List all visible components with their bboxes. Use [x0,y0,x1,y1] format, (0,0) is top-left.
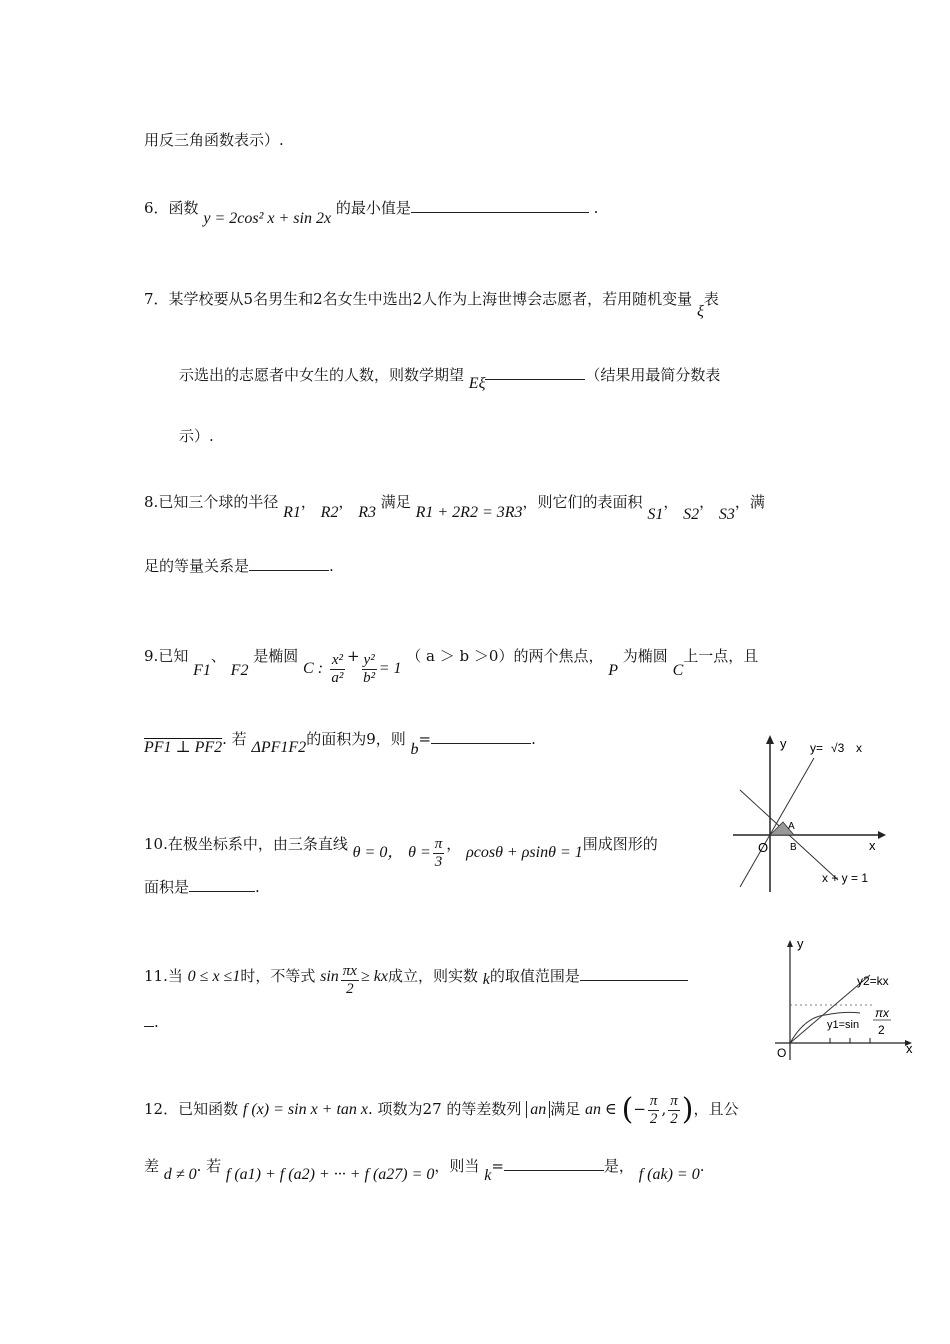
q12-eq: = [491,1157,504,1175]
q12-minus: − [633,1100,646,1118]
graph1-sqrt3: √3 [831,741,845,755]
q7-line2 [179,366,721,392]
q12-line1 [144,1093,738,1127]
q9-y2: y² [363,652,375,668]
q12-fak: f (ak) = 0 [638,1166,700,1183]
q9-a2: a² [331,669,344,686]
q8-r2: R2 [320,504,339,521]
q8-text2: 足的等量关系是 [144,557,250,575]
q10-pi-third [433,836,445,870]
graph1-line-top-x: x [856,741,862,755]
q8-line2 [144,558,334,574]
graph1-y-arrow [766,735,774,744]
q12-pi-a: π [649,1093,658,1109]
q8-number: 8. [144,493,159,511]
graph1-origin: O [758,840,769,855]
graph2-line-label: y2=kx [857,974,889,988]
q9-x2: x² [331,652,343,668]
q9-answer-blank[interactable] [431,731,531,744]
q12-an-in: an ∈ [585,1101,617,1118]
q12-k: k [484,1167,492,1184]
q9-p: P [608,662,619,679]
q9-mid2: 为椭圆 [622,647,668,665]
q9-eq1: = 1 [378,660,402,677]
graph1-line-top-label: y= [810,741,824,755]
q8-r3: R3 [358,504,377,521]
q10-theta-eq: θ = [408,844,431,861]
graph1-line-bottom-label: x + y = 1 [822,871,869,885]
q11-tail2: 的取值范围是 [489,967,580,985]
q9-lead: 已知 [158,647,189,665]
q9-area: 的面积为9，则 [306,730,406,748]
q6-end: . [593,199,599,217]
q11-sin: sin [320,968,339,985]
q8-lead: 已知三个球的半径 [158,493,279,511]
q6-formula: y = 2cos² x + sin 2x [203,210,332,227]
q11-answer-blank[interactable] [580,968,688,981]
q11-answer-blank-2[interactable] [144,1014,154,1027]
q11-two: 2 [346,980,354,997]
q12-comma: , [661,1100,667,1118]
graph1-line-sqrt3x [740,758,814,887]
graph2-pix: πx [875,1006,890,1020]
q6-tail: 的最小值是 [335,199,411,217]
q12-text2: 差 [144,1157,160,1175]
q11-pix-frac [341,963,359,997]
q6-lead: 函数 [168,199,199,217]
graph2-two: 2 [878,1023,885,1037]
graph1-y-label: y [780,736,787,751]
q7-text1-end: 表 [703,290,719,308]
q10-line2 [144,879,260,895]
q12-number: 12． [144,1100,179,1118]
q11-range: 0 ≤ x ≤1 [187,968,241,985]
graph1-point-b: B [790,842,797,853]
q12-if: . 若 [196,1157,222,1175]
q8-s1: S1 [647,506,664,523]
q7-line1 [144,290,719,320]
q9-c: C [672,662,684,679]
q10-polar-line: ρcosθ + ρsinθ = 1 [466,844,583,861]
graph2-curve-label: y1=sin [827,1019,860,1031]
q12-line2 [144,1157,705,1184]
q12-two-b: 2 [670,1110,678,1127]
q8-line1: 8.已知三个球的半径 R1， R2， R3 满足 R1 + 2R2 = 3R3，则它们的表面积 S1， S2， S3，满 [144,493,765,523]
q9-b2: b² [363,669,376,686]
q12-is: 是， [603,1157,634,1175]
q12-two-a: 2 [649,1110,658,1127]
q6-number: 6． [144,199,169,217]
q9-end1: 上一点，且 [683,647,759,665]
q8-s3: S3 [718,506,735,523]
q9-if: . 若 [222,730,247,748]
q8-mid2: ，则它们的表面积 [522,493,643,511]
q10-graph [728,730,888,895]
q10-line1: 10.在极坐标系中，由三条直线 θ = 0， θ = $\frac{\pi}{3}$ ， ρcosθ + ρsinθ = 1围成图形的 [144,835,658,870]
q6-answer-blank[interactable] [411,200,589,213]
q10-answer-blank[interactable] [189,879,255,892]
q8-mid: 满足 [380,493,411,511]
q11-line2 [144,1014,159,1030]
q9-line2 [144,730,536,758]
q12-then: ，则当 [434,1157,480,1175]
q12-end1: ，且公 [693,1100,739,1118]
q12-pi-b: π [670,1093,678,1109]
q12-answer-blank[interactable] [504,1158,604,1171]
q10-theta0: θ = 0， [352,844,404,861]
q10-end: . [255,878,260,896]
graph2-y-arrow [787,940,793,947]
q12-d: d ≠ 0 [163,1166,197,1183]
q10-number: 10. [144,835,168,853]
q11-line1 [144,960,688,997]
q10-three: 3 [434,853,443,870]
q12-sequence: an [526,1101,550,1118]
q12-neg-pi-half [648,1093,660,1127]
q7-line3: 示）. [179,427,214,445]
q9-perp: PF1 ⊥ PF2 [144,739,223,756]
q9-frac-x [330,652,345,686]
q8-s2: S2 [683,506,700,523]
q7-xi: ξ [696,303,704,320]
q7-text2-end: （结果用最简分数表 [585,366,721,384]
q12-sum: f (a1) + f (a2) + ··· + f (a27) = 0 [225,1166,435,1183]
q9-f2: F2 [230,662,249,679]
q12-mid2: 满足 [550,1100,581,1118]
q7-expectation: Eξ [468,375,486,392]
q10-tail: 围成图形的 [582,835,658,853]
q9-triangle: ΔPF1F2 [251,739,307,756]
graph2-origin: O [777,1046,787,1060]
q11-pix: πx [342,963,357,979]
q10-text2: 面积是 [144,878,190,896]
q11-graph [765,935,920,1065]
q9-line1: 9.已知 F1、 F2 是椭圆 C : $\frac{\text{x²}}{\text{a²}}$ + $\frac{\text{y²}}{\text{b²}}$ = 1 （ a ＞ b ＞0）的两个焦点， P 为椭圆 C上一点，且 [144,647,759,686]
q9-end2: . [531,730,536,748]
q12-right-paren: ) [681,1092,694,1127]
q12-mid: . 项数为27 的等差数列 [368,1100,522,1118]
graph1-point-a: A [788,821,795,832]
q11-number: 11. [144,967,168,985]
q11-ge: ≥ kx [360,968,388,985]
q9-mid: 是椭圆 [253,647,299,665]
q6 [144,199,599,227]
q8-answer-blank[interactable] [249,558,329,571]
graph1-x-arrow [878,831,886,839]
graph2-y-label: y [797,936,804,951]
graph1-x-label: x [869,838,876,853]
q9-b: b [410,741,419,758]
q12-function: f (x) = sin x + tan x [242,1101,369,1118]
q10-lead: 在极坐标系中，由三条直线 [167,835,348,853]
q8-end1: ，满 [734,493,765,511]
q7-answer-blank[interactable] [485,367,585,380]
q9-number: 9. [144,647,159,665]
q9-f1: F1 [193,662,211,679]
q10-pi: π [434,836,443,852]
graph2-x-label: x [906,1041,913,1056]
q11-mid: 时，不等式 [240,967,316,985]
q8-r1: R1 [283,504,301,521]
q5-tail: 用反三角函数表示）. [144,131,284,149]
q11-end: . [154,1013,159,1031]
q7-text2: 示选出的志愿者中女生的人数，则数学期望 [179,366,465,384]
q9-frac-y [362,652,377,686]
q11-tail: 成立，则实数 [387,967,478,985]
q8-equation: R1 + 2R2 = 3R3 [415,504,523,521]
q12-pi-half [668,1093,680,1127]
q8-end2: . [329,557,334,575]
q7-text1: 某学校要从5名男生和2名女生中选出2人作为上海世博会志愿者，若用随机变量 [168,290,693,308]
q11-lead: 当 [167,967,183,985]
q7-number: 7． [144,290,169,308]
q12-left-paren: ( [621,1092,634,1127]
q11-k: k [482,971,490,988]
q9-eq: = [418,730,432,748]
q12-end: . [699,1157,705,1175]
q12-lead: 已知函数 [178,1100,239,1118]
q9-ellipse-c: C : [303,660,324,677]
q9-cond: （ a ＞ b ＞0）的两个焦点， [406,647,604,665]
